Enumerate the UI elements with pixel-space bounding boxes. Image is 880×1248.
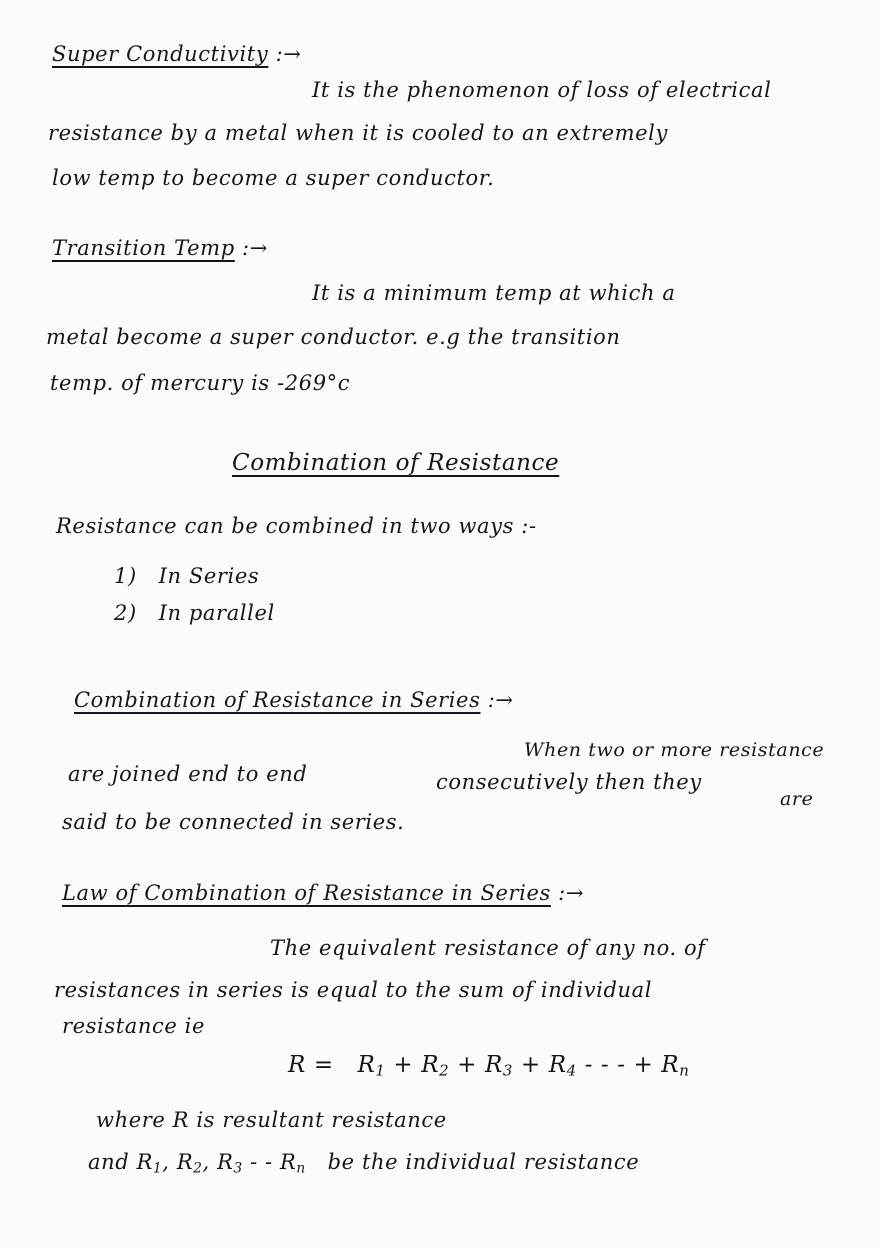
formula-subscript: 1 — [375, 1061, 386, 1080]
where-text: and R — [88, 1150, 153, 1174]
where-text: - - R — [242, 1150, 297, 1174]
formula-subscript: 4 — [566, 1061, 577, 1080]
transition-temp-heading: Transition Temp — [52, 236, 235, 260]
where-subscript: n — [296, 1160, 306, 1177]
series-line2a: are joined end to end — [68, 762, 308, 786]
way-label: In Series — [158, 564, 260, 588]
transition-temp-line2: metal become a super conductor. e.g the transition — [46, 325, 621, 349]
superconductivity-heading-group — [52, 44, 301, 65]
law-line2: resistances in series is equal to the sum of individual — [54, 978, 653, 1002]
series-heading-group — [74, 690, 514, 711]
series-heading: Combination of Resistance in Series — [74, 688, 481, 712]
series-line2b: consecutively then they — [436, 770, 702, 794]
formula-term: R — [661, 1052, 680, 1078]
transition-temp-line1: It is a minimum temp at which a — [312, 281, 676, 305]
arrow-icon: :→ — [487, 688, 514, 712]
arrow-icon: :→ — [275, 42, 302, 66]
formula-term: R — [357, 1052, 376, 1078]
law-line3: resistance ie — [62, 1014, 206, 1038]
formula-term: R — [421, 1052, 440, 1078]
way-item-parallel — [114, 603, 275, 624]
series-line2c: are — [780, 788, 814, 810]
series-line1: When two or more resistance — [524, 739, 825, 761]
combination-title: Combination of Resistance — [232, 450, 560, 476]
arrow-icon: :→ — [242, 236, 268, 260]
formula-term: R — [484, 1052, 503, 1078]
formula-operator: + — [393, 1052, 414, 1078]
where-line2 — [88, 1152, 639, 1176]
formula-operator: - - - + — [584, 1052, 654, 1078]
law-line1: The equivalent resistance of any no. of — [270, 936, 706, 960]
where-text: , R — [202, 1150, 234, 1174]
series-line3: said to be connected in series. — [62, 810, 405, 834]
arrow-icon: :→ — [558, 881, 585, 905]
where-subscript: 2 — [193, 1160, 203, 1177]
combination-intro: Resistance can be combined in two ways :- — [56, 514, 537, 538]
way-number: 1) — [114, 564, 137, 588]
superconductivity-heading: Super Conductivity — [52, 42, 269, 66]
formula-subscript: 2 — [439, 1061, 450, 1080]
transition-temp-heading-group — [52, 238, 268, 259]
formula-term: R — [548, 1052, 567, 1078]
where-subscript: 1 — [152, 1160, 163, 1177]
formula-subscript: n — [679, 1061, 690, 1080]
law-heading: Law of Combination of Resistance in Series — [62, 881, 551, 905]
where-text: be the individual resistance — [327, 1150, 640, 1174]
way-label: In parallel — [158, 601, 275, 625]
formula-operator: + — [520, 1052, 541, 1078]
superconductivity-line3: low temp to become a super conductor. — [52, 166, 495, 190]
way-number: 2) — [114, 601, 137, 625]
formula-operator: + — [457, 1052, 478, 1078]
way-item-series — [114, 566, 259, 587]
series-formula — [288, 1054, 689, 1079]
where-text: , R — [162, 1150, 194, 1174]
superconductivity-line2: resistance by a metal when it is cooled to an extremely — [48, 121, 668, 145]
formula-lhs: R = — [288, 1052, 334, 1078]
law-heading-group — [62, 883, 584, 904]
transition-temp-line3: temp. of mercury is -269°c — [50, 371, 351, 395]
superconductivity-line1: It is the phenomenon of loss of electrical — [312, 78, 772, 102]
where-subscript: 3 — [233, 1160, 243, 1177]
where-line1: where R is resultant resistance — [96, 1108, 447, 1132]
formula-subscript: 3 — [502, 1061, 513, 1080]
